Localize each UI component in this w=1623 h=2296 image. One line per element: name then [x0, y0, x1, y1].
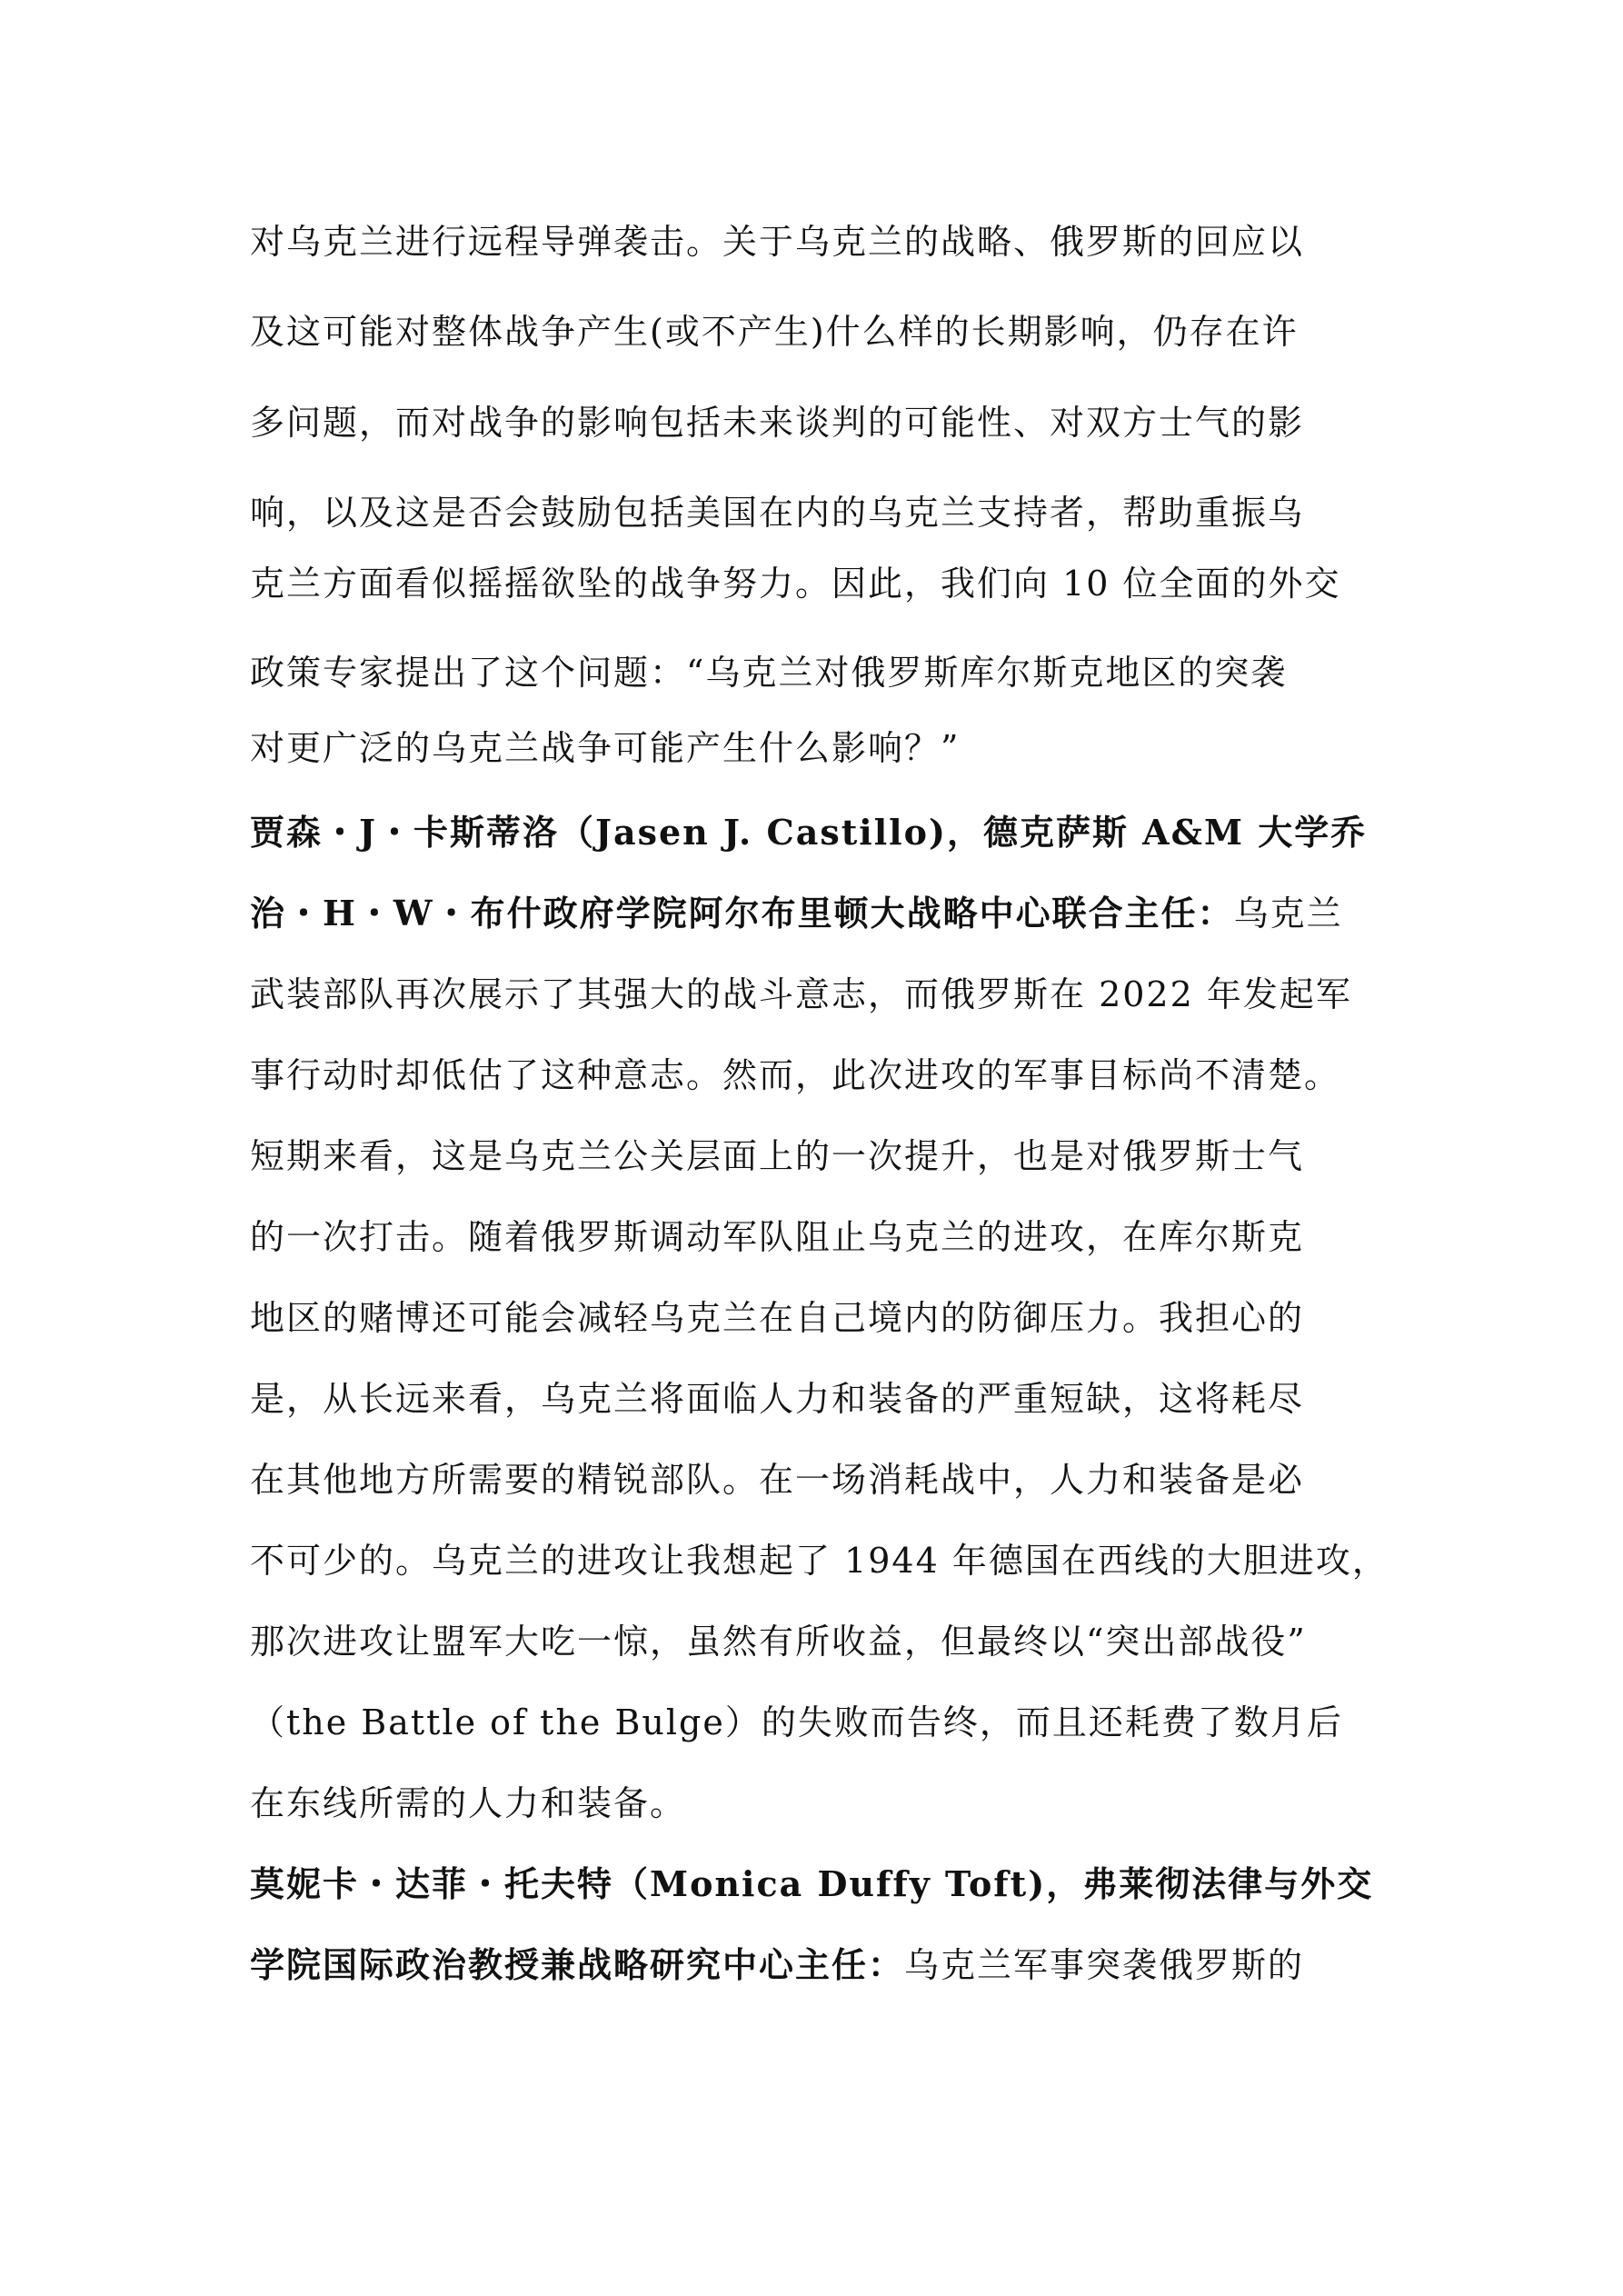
line-text: （the Battle of the Bulge）的失败而告终，而且还耗费了数月后: [250, 1702, 1343, 1742]
text-line: [250, 1050, 1395, 1101]
line-text: 多问题，而对战争的影响包括未来谈判的可能性、对双方士气的影: [250, 403, 1305, 443]
text-line: [250, 1697, 1395, 1748]
author-heading-line: [250, 1859, 1395, 1910]
text-line: [250, 1778, 1395, 1829]
author-name-affiliation: 莫妮卡・达菲・托夫特（Monica Duffy Toft)，弗莱彻法律与外交: [250, 1863, 1374, 1904]
author-title: 治・H・W・布什政府学院阿尔布里顿大战略中心联合主任：: [250, 893, 1234, 933]
line-text: 克兰方面看似摇摇欲坠的战争努力。因此，我们向 10 位全面的外交: [250, 564, 1341, 604]
line-text: 对乌克兰进行远程导弹袭击。关于乌克兰的战略、俄罗斯的回应以: [250, 222, 1305, 262]
text-line: [250, 1373, 1395, 1424]
text-line: [250, 1535, 1395, 1586]
text-line: [250, 487, 1395, 538]
line-text: 乌克兰: [1233, 893, 1343, 933]
text-line: [250, 397, 1395, 448]
line-text: 是，从长远来看，乌克兰将面临人力和装备的严重短缺，这将耗尽: [250, 1379, 1305, 1419]
text-line: [250, 558, 1395, 609]
author-heading-line: [250, 1940, 1395, 1991]
line-text: 乌克兰军事突袭俄罗斯的: [904, 1945, 1305, 1985]
line-text: 那次进攻让盟军大吃一惊，虽然有所收益，但最终以“突出部战役”: [250, 1622, 1307, 1662]
author-heading-line: [250, 807, 1395, 858]
text-line: [250, 216, 1395, 267]
author-name-affiliation: 贾森・J・卡斯蒂洛（Jasen J. Castillo)，德克萨斯 A&M 大学乔: [250, 812, 1368, 853]
author-heading-line: [250, 888, 1395, 939]
line-text: 响，以及这是否会鼓励包括美国在内的乌克兰支持者，帮助重振乌: [250, 493, 1305, 533]
line-text: 在东线所需的人力和装备。: [250, 1783, 687, 1823]
line-text: 不可少的。乌克兰的进攻让我想起了 1944 年德国在西线的大胆进攻，: [250, 1541, 1389, 1581]
line-text: 短期来看，这是乌克兰公关层面上的一次提升，也是对俄罗斯士气: [250, 1136, 1305, 1176]
text-line: [250, 1131, 1395, 1182]
line-text: 事行动时却低估了这种意志。然而，此次进攻的军事目标尚不清楚。: [250, 1055, 1341, 1095]
line-text: 的一次打击。随着俄罗斯调动军队阻止乌克兰的进攻，在库尔斯克: [250, 1217, 1305, 1257]
text-line: [250, 1212, 1395, 1263]
author-title: 学院国际政治教授兼战略研究中心主任：: [250, 1944, 905, 1985]
line-text: 对更广泛的乌克兰战争可能产生什么影响？”: [250, 728, 961, 768]
text-line: [250, 1293, 1395, 1343]
line-text: 及这可能对整体战争产生(或不产生)什么样的长期影响，仍存在许: [250, 312, 1299, 352]
text-line: [250, 723, 1395, 774]
line-text: 政策专家提出了这个问题：“乌克兰对俄罗斯库尔斯克地区的突袭: [250, 653, 1288, 693]
line-text: 武装部队再次展示了其强大的战斗意志，而俄罗斯在 2022 年发起军: [250, 974, 1352, 1014]
text-line: [250, 647, 1395, 698]
text-line: [250, 969, 1395, 1020]
text-line: [250, 1454, 1395, 1505]
line-text: 地区的赌博还可能会减轻乌克兰在自己境内的防御压力。我担心的: [250, 1298, 1305, 1338]
text-line: [250, 1616, 1395, 1667]
line-text: 在其他地方所需要的精锐部队。在一场消耗战中，人力和装备是必: [250, 1460, 1305, 1500]
text-line: [250, 306, 1395, 357]
